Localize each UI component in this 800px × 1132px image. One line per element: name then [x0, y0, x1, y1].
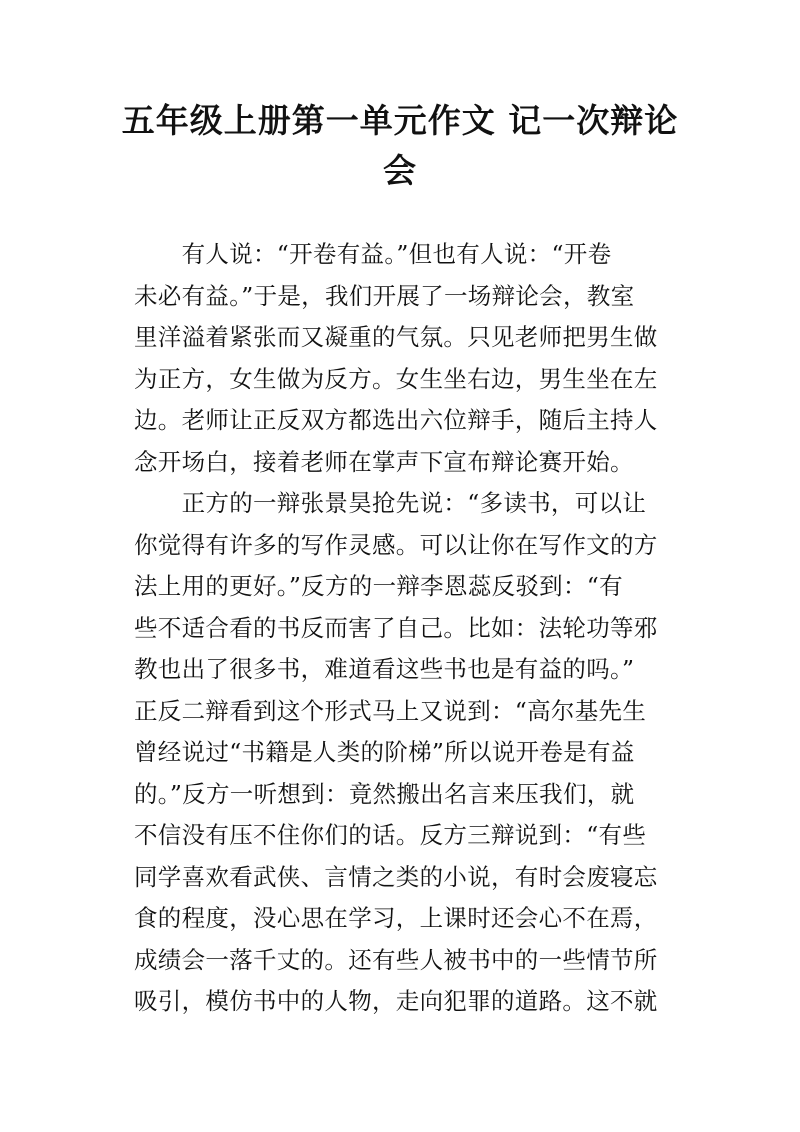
text-line: 不信没有压不住你们的话。反方三辩说到：“有些	[134, 821, 647, 849]
text-line: 有人说：“开卷有益。”但也有人说：“开卷	[134, 240, 612, 268]
text-line: 为正方，女生做为反方。女生坐右边，男生坐在左	[134, 364, 658, 393]
essay-body	[134, 234, 670, 1023]
text-line: 念开场白，接着老师在掌声下宣布辩论赛开始。	[134, 447, 634, 476]
text-line: 的。”反方一听想到：竟然搬出名言来压我们，就	[134, 779, 635, 808]
text-line: 教也出了很多书，难道看这些书也是有益的吗。”	[134, 655, 635, 683]
text-line: 里洋溢着紧张而又凝重的气氛。只见老师把男生做	[134, 323, 658, 351]
text-line: 成绩会一落千丈的。还有些人被书中的一些情节所	[134, 945, 658, 974]
text-line: 正反二辩看到这个形式马上又说到：“高尔基先生	[134, 696, 647, 725]
text-line: 食的程度，没心思在学习，上课时还会心不在焉，	[134, 904, 658, 932]
document-title	[120, 96, 680, 196]
text-line: 边。老师让正反双方都选出六位辩手，随后主持人	[134, 406, 658, 434]
text-line: 法上用的更好。”反方的一辩李恩蕊反驳到：“有	[134, 572, 623, 600]
text-line: 未必有益。”于是，我们开展了一场辩论会，教室	[134, 281, 635, 310]
text-line: 曾经说过“书籍是人类的阶梯”所以说开卷是有益	[134, 738, 635, 766]
title-line-2: 会	[383, 151, 417, 190]
text-line: 同学喜欢看武侠、言情之类的小说，有时会废寝忘	[134, 862, 658, 891]
title-line-1: 五年级上册第一单元作文 记一次辩论	[121, 101, 679, 140]
text-line: 正方的一辩张景昊抢先说：“多读书，可以让	[134, 489, 647, 517]
text-line: 些不适合看的书反而害了自己。比如：法轮功等邪	[134, 613, 658, 642]
text-line: 你觉得有许多的写作灵感。可以让你在写作文的方	[134, 530, 658, 559]
text-line: 吸引，模仿书中的人物，走向犯罪的道路。这不就	[134, 987, 658, 1015]
